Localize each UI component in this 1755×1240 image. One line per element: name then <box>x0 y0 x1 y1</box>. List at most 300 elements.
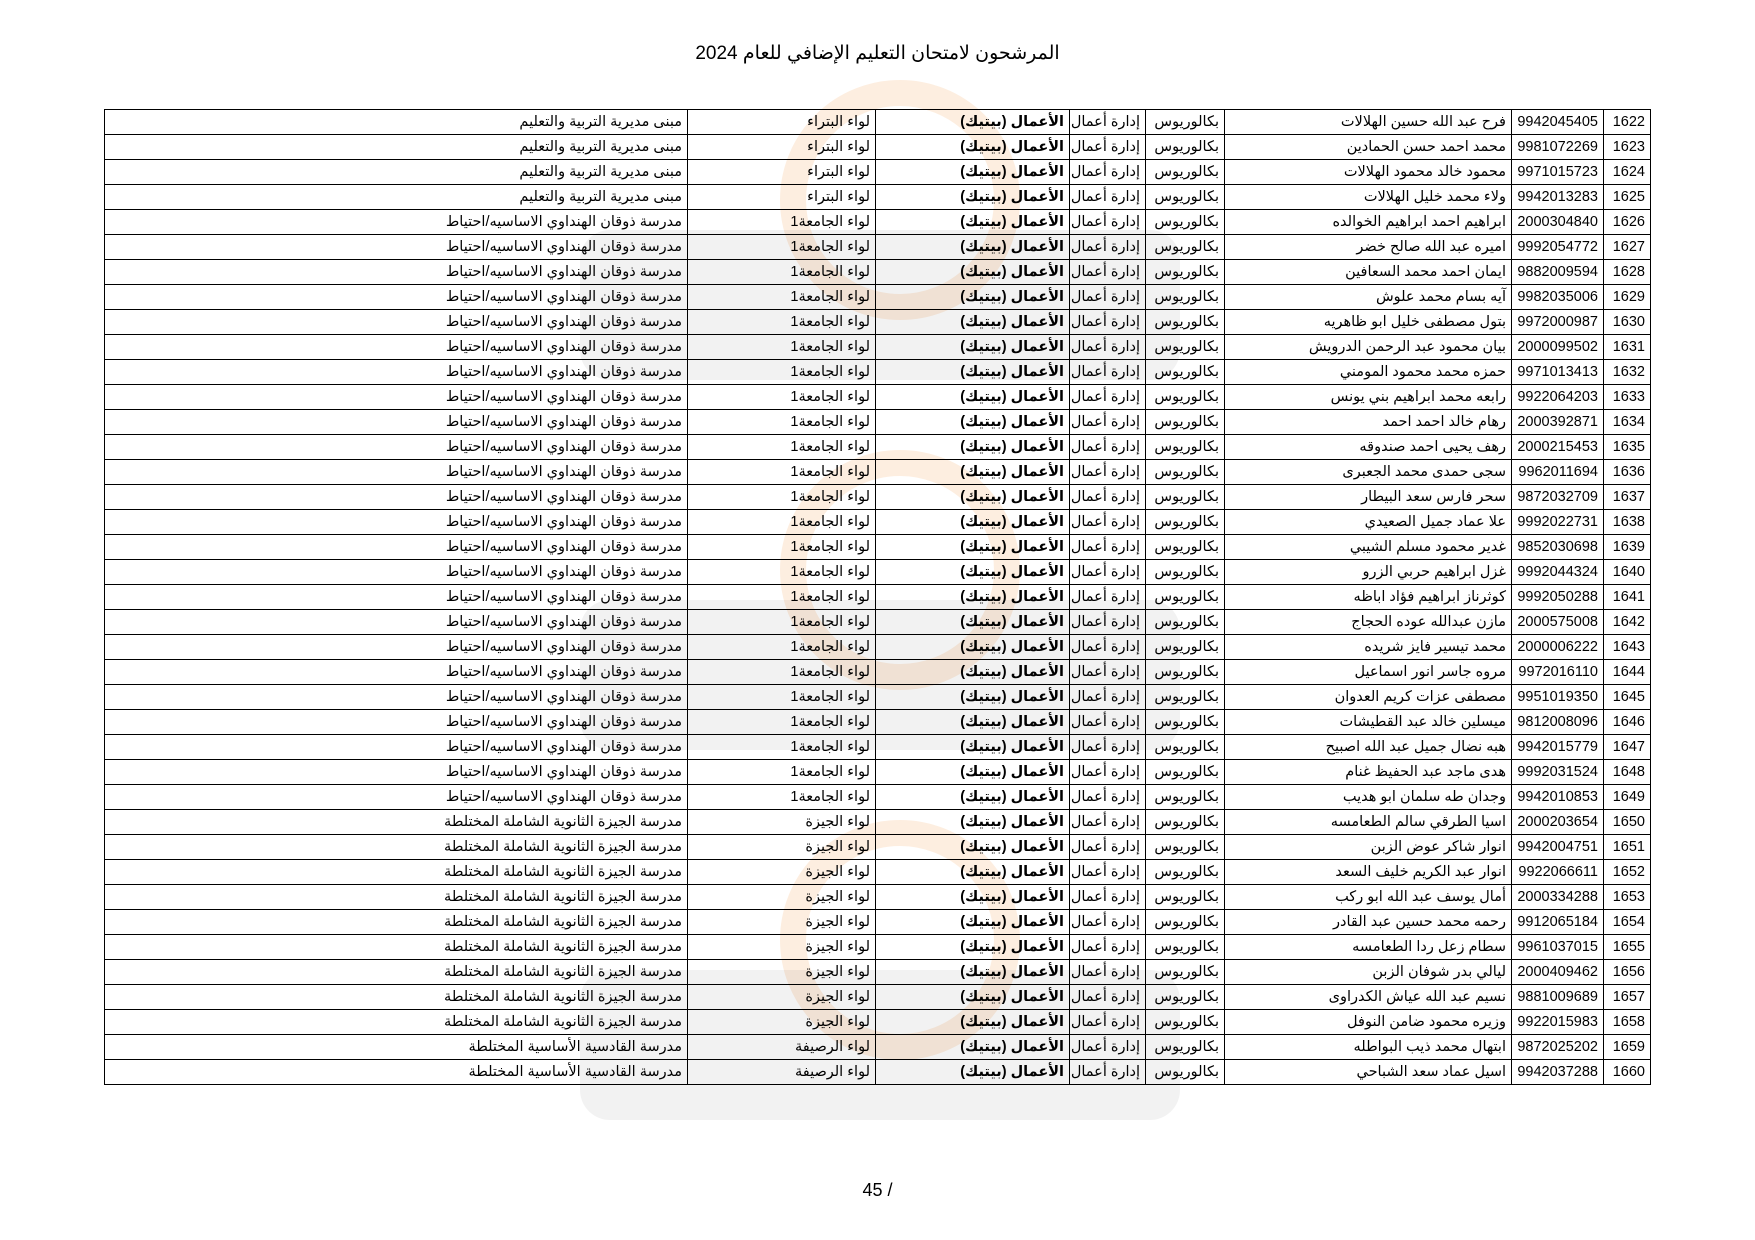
name-cell: آيه بسام محمد علوش <box>1225 285 1512 310</box>
degree-cell: بكالوريوس <box>1146 835 1225 860</box>
table-row <box>105 160 1651 185</box>
major-cell: إدارة أعمال <box>1070 660 1146 685</box>
serial-cell: 1641 <box>1604 585 1651 610</box>
specialization-cell: الأعمال (بيتيك) <box>876 885 1070 910</box>
district-cell: لواء الجامعة1 <box>688 210 876 235</box>
name-cell: رابعه محمد ابراهيم بني يونس <box>1225 385 1512 410</box>
national-id-cell: 9922066611 <box>1512 860 1604 885</box>
degree-cell: بكالوريوس <box>1146 885 1225 910</box>
exam-center-cell: مدرسة ذوقان الهنداوي الاساسيه/احتياط <box>105 510 688 535</box>
serial-cell: 1650 <box>1604 810 1651 835</box>
table-body <box>105 110 1651 1085</box>
major-cell: إدارة أعمال <box>1070 460 1146 485</box>
major-cell: إدارة أعمال <box>1070 135 1146 160</box>
specialization-cell: الأعمال (بيتيك) <box>876 535 1070 560</box>
national-id-cell: 9942045405 <box>1512 110 1604 135</box>
degree-cell: بكالوريوس <box>1146 1010 1225 1035</box>
district-cell: لواء الجيزة <box>688 1010 876 1035</box>
district-cell: لواء الجامعة1 <box>688 735 876 760</box>
serial-cell: 1640 <box>1604 560 1651 585</box>
specialization-cell: الأعمال (بيتيك) <box>876 760 1070 785</box>
name-cell: وزيره محمود ضامن النوفل <box>1225 1010 1512 1035</box>
district-cell: لواء الجيزة <box>688 985 876 1010</box>
name-cell: هدى ماجد عبد الحفيظ غنام <box>1225 760 1512 785</box>
major-cell: إدارة أعمال <box>1070 910 1146 935</box>
specialization-cell: الأعمال (بيتيك) <box>876 510 1070 535</box>
name-cell: محمود خالد محمود الهلالات <box>1225 160 1512 185</box>
serial-cell: 1657 <box>1604 985 1651 1010</box>
exam-center-cell: مدرسة ذوقان الهنداوي الاساسيه/احتياط <box>105 310 688 335</box>
table-row <box>105 810 1651 835</box>
table-row <box>105 510 1651 535</box>
table-row <box>105 885 1651 910</box>
district-cell: لواء الجامعة1 <box>688 710 876 735</box>
national-id-cell: 9992054772 <box>1512 235 1604 260</box>
exam-center-cell: مدرسة ذوقان الهنداوي الاساسيه/احتياط <box>105 635 688 660</box>
specialization-cell: الأعمال (بيتيك) <box>876 835 1070 860</box>
specialization-cell: الأعمال (بيتيك) <box>876 210 1070 235</box>
table-row <box>105 410 1651 435</box>
district-cell: لواء الجيزة <box>688 960 876 985</box>
name-cell: رهام خالد احمد احمد <box>1225 410 1512 435</box>
major-cell: إدارة أعمال <box>1070 635 1146 660</box>
major-cell: إدارة أعمال <box>1070 110 1146 135</box>
name-cell: محمد تيسير فايز شريده <box>1225 635 1512 660</box>
exam-center-cell: مدرسة الجيزة الثانوية الشاملة المختلطة <box>105 960 688 985</box>
district-cell: لواء الجامعة1 <box>688 485 876 510</box>
serial-cell: 1627 <box>1604 235 1651 260</box>
serial-cell: 1622 <box>1604 110 1651 135</box>
table-row <box>105 535 1651 560</box>
table-row <box>105 235 1651 260</box>
name-cell: حمزه محمد محمود المومني <box>1225 360 1512 385</box>
degree-cell: بكالوريوس <box>1146 510 1225 535</box>
major-cell: إدارة أعمال <box>1070 810 1146 835</box>
specialization-cell: الأعمال (بيتيك) <box>876 685 1070 710</box>
national-id-cell: 2000099502 <box>1512 335 1604 360</box>
serial-cell: 1628 <box>1604 260 1651 285</box>
major-cell: إدارة أعمال <box>1070 1035 1146 1060</box>
national-id-cell: 9942004751 <box>1512 835 1604 860</box>
district-cell: لواء الجامعة1 <box>688 510 876 535</box>
name-cell: رحمه محمد حسين عبد القادر <box>1225 910 1512 935</box>
exam-center-cell: مدرسة ذوقان الهنداوي الاساسيه/احتياط <box>105 460 688 485</box>
degree-cell: بكالوريوس <box>1146 960 1225 985</box>
table-row <box>105 1060 1651 1085</box>
name-cell: انوار عبد الكريم خليف السعد <box>1225 860 1512 885</box>
name-cell: ولاء محمد خليل الهلالات <box>1225 185 1512 210</box>
major-cell: إدارة أعمال <box>1070 835 1146 860</box>
page-number: 45 / <box>862 1180 893 1200</box>
exam-center-cell: مدرسة ذوقان الهنداوي الاساسيه/احتياط <box>105 585 688 610</box>
table-row <box>105 210 1651 235</box>
major-cell: إدارة أعمال <box>1070 985 1146 1010</box>
specialization-cell: الأعمال (بيتيك) <box>876 1060 1070 1085</box>
exam-center-cell: مدرسة ذوقان الهنداوي الاساسيه/احتياط <box>105 735 688 760</box>
table-row <box>105 685 1651 710</box>
table-row <box>105 385 1651 410</box>
degree-cell: بكالوريوس <box>1146 935 1225 960</box>
district-cell: لواء الجامعة1 <box>688 785 876 810</box>
district-cell: لواء الجامعة1 <box>688 335 876 360</box>
national-id-cell: 2000334288 <box>1512 885 1604 910</box>
serial-cell: 1630 <box>1604 310 1651 335</box>
degree-cell: بكالوريوس <box>1146 585 1225 610</box>
specialization-cell: الأعمال (بيتيك) <box>876 985 1070 1010</box>
degree-cell: بكالوريوس <box>1146 1035 1225 1060</box>
exam-center-cell: مدرسة ذوقان الهنداوي الاساسيه/احتياط <box>105 560 688 585</box>
exam-center-cell: مدرسة ذوقان الهنداوي الاساسيه/احتياط <box>105 785 688 810</box>
district-cell: لواء البتراء <box>688 160 876 185</box>
table-row <box>105 585 1651 610</box>
exam-center-cell: مدرسة ذوقان الهنداوي الاساسيه/احتياط <box>105 710 688 735</box>
major-cell: إدارة أعمال <box>1070 1060 1146 1085</box>
degree-cell: بكالوريوس <box>1146 760 1225 785</box>
specialization-cell: الأعمال (بيتيك) <box>876 935 1070 960</box>
table-row <box>105 135 1651 160</box>
exam-center-cell: مدرسة الجيزة الثانوية الشاملة المختلطة <box>105 835 688 860</box>
district-cell: لواء الجامعة1 <box>688 385 876 410</box>
specialization-cell: الأعمال (بيتيك) <box>876 360 1070 385</box>
district-cell: لواء الجامعة1 <box>688 560 876 585</box>
table-row <box>105 610 1651 635</box>
national-id-cell: 2000006222 <box>1512 635 1604 660</box>
specialization-cell: الأعمال (بيتيك) <box>876 110 1070 135</box>
exam-center-cell: مدرسة الجيزة الثانوية الشاملة المختلطة <box>105 910 688 935</box>
exam-center-cell: مدرسة ذوقان الهنداوي الاساسيه/احتياط <box>105 285 688 310</box>
exam-center-cell: مدرسة الجيزة الثانوية الشاملة المختلطة <box>105 935 688 960</box>
specialization-cell: الأعمال (بيتيك) <box>876 710 1070 735</box>
exam-center-cell: مبنى مديرية التربية والتعليم <box>105 110 688 135</box>
serial-cell: 1623 <box>1604 135 1651 160</box>
district-cell: لواء الجيزة <box>688 835 876 860</box>
serial-cell: 1655 <box>1604 935 1651 960</box>
degree-cell: بكالوريوس <box>1146 985 1225 1010</box>
exam-center-cell: مبنى مديرية التربية والتعليم <box>105 160 688 185</box>
district-cell: لواء الجامعة1 <box>688 235 876 260</box>
major-cell: إدارة أعمال <box>1070 235 1146 260</box>
table-row <box>105 710 1651 735</box>
national-id-cell: 2000215453 <box>1512 435 1604 460</box>
specialization-cell: الأعمال (بيتيك) <box>876 960 1070 985</box>
specialization-cell: الأعمال (بيتيك) <box>876 485 1070 510</box>
major-cell: إدارة أعمال <box>1070 285 1146 310</box>
specialization-cell: الأعمال (بيتيك) <box>876 185 1070 210</box>
specialization-cell: الأعمال (بيتيك) <box>876 235 1070 260</box>
candidates-table <box>104 109 1651 1085</box>
serial-cell: 1632 <box>1604 360 1651 385</box>
specialization-cell: الأعمال (بيتيك) <box>876 910 1070 935</box>
national-id-cell: 9982035006 <box>1512 285 1604 310</box>
major-cell: إدارة أعمال <box>1070 485 1146 510</box>
specialization-cell: الأعمال (بيتيك) <box>876 285 1070 310</box>
table-row <box>105 835 1651 860</box>
district-cell: لواء الجامعة1 <box>688 760 876 785</box>
specialization-cell: الأعمال (بيتيك) <box>876 860 1070 885</box>
degree-cell: بكالوريوس <box>1146 485 1225 510</box>
degree-cell: بكالوريوس <box>1146 535 1225 560</box>
district-cell: لواء الجيزة <box>688 860 876 885</box>
serial-cell: 1643 <box>1604 635 1651 660</box>
table-row <box>105 760 1651 785</box>
name-cell: علا عماد جميل الصعيدي <box>1225 510 1512 535</box>
exam-center-cell: مدرسة الجيزة الثانوية الشاملة المختلطة <box>105 1010 688 1035</box>
exam-center-cell: مبنى مديرية التربية والتعليم <box>105 135 688 160</box>
national-id-cell: 9972016110 <box>1512 660 1604 685</box>
name-cell: بتول مصطفى خليل ابو ظاهريه <box>1225 310 1512 335</box>
major-cell: إدارة أعمال <box>1070 710 1146 735</box>
national-id-cell: 9812008096 <box>1512 710 1604 735</box>
name-cell: انوار شاكر عوض الزبن <box>1225 835 1512 860</box>
specialization-cell: الأعمال (بيتيك) <box>876 460 1070 485</box>
exam-center-cell: مدرسة الجيزة الثانوية الشاملة المختلطة <box>105 810 688 835</box>
national-id-cell: 9992031524 <box>1512 760 1604 785</box>
national-id-cell: 9981072269 <box>1512 135 1604 160</box>
serial-cell: 1633 <box>1604 385 1651 410</box>
national-id-cell: 2000392871 <box>1512 410 1604 435</box>
table-row <box>105 960 1651 985</box>
district-cell: لواء الجامعة1 <box>688 685 876 710</box>
table-row <box>105 735 1651 760</box>
major-cell: إدارة أعمال <box>1070 410 1146 435</box>
degree-cell: بكالوريوس <box>1146 310 1225 335</box>
exam-center-cell: مدرسة الجيزة الثانوية الشاملة المختلطة <box>105 860 688 885</box>
national-id-cell: 9912065184 <box>1512 910 1604 935</box>
serial-cell: 1635 <box>1604 435 1651 460</box>
degree-cell: بكالوريوس <box>1146 210 1225 235</box>
specialization-cell: الأعمال (بيتيك) <box>876 160 1070 185</box>
degree-cell: بكالوريوس <box>1146 235 1225 260</box>
national-id-cell: 9881009689 <box>1512 985 1604 1010</box>
serial-cell: 1642 <box>1604 610 1651 635</box>
degree-cell: بكالوريوس <box>1146 460 1225 485</box>
specialization-cell: الأعمال (بيتيك) <box>876 1035 1070 1060</box>
national-id-cell: 2000304840 <box>1512 210 1604 235</box>
table-row <box>105 785 1651 810</box>
name-cell: اميره عبد الله صالح خضر <box>1225 235 1512 260</box>
degree-cell: بكالوريوس <box>1146 385 1225 410</box>
serial-cell: 1644 <box>1604 660 1651 685</box>
table-row <box>105 335 1651 360</box>
major-cell: إدارة أعمال <box>1070 260 1146 285</box>
national-id-cell: 9922064203 <box>1512 385 1604 410</box>
serial-cell: 1646 <box>1604 710 1651 735</box>
serial-cell: 1626 <box>1604 210 1651 235</box>
national-id-cell: 9942013283 <box>1512 185 1604 210</box>
serial-cell: 1658 <box>1604 1010 1651 1035</box>
serial-cell: 1648 <box>1604 760 1651 785</box>
name-cell: رهف يحيى احمد صندوقه <box>1225 435 1512 460</box>
page-title: المرشحون لامتحان التعليم الإضافي للعام 2024 <box>695 43 1060 64</box>
exam-center-cell: مدرسة ذوقان الهنداوي الاساسيه/احتياط <box>105 335 688 360</box>
district-cell: لواء الجيزة <box>688 935 876 960</box>
specialization-cell: الأعمال (بيتيك) <box>876 385 1070 410</box>
serial-cell: 1647 <box>1604 735 1651 760</box>
specialization-cell: الأعمال (بيتيك) <box>876 135 1070 160</box>
table-row <box>105 660 1651 685</box>
exam-center-cell: مدرسة ذوقان الهنداوي الاساسيه/احتياط <box>105 760 688 785</box>
name-cell: اسيا الطرقي سالم الطعامسه <box>1225 810 1512 835</box>
district-cell: لواء الجامعة1 <box>688 460 876 485</box>
specialization-cell: الأعمال (بيتيك) <box>876 310 1070 335</box>
table-row <box>105 185 1651 210</box>
major-cell: إدارة أعمال <box>1070 1010 1146 1035</box>
national-id-cell: 9872032709 <box>1512 485 1604 510</box>
name-cell: نسيم عبد الله عياش الكدراوى <box>1225 985 1512 1010</box>
serial-cell: 1625 <box>1604 185 1651 210</box>
national-id-cell: 2000203654 <box>1512 810 1604 835</box>
exam-center-cell: مدرسة ذوقان الهنداوي الاساسيه/احتياط <box>105 210 688 235</box>
serial-cell: 1659 <box>1604 1035 1651 1060</box>
specialization-cell: الأعمال (بيتيك) <box>876 735 1070 760</box>
exam-center-cell: مدرسة ذوقان الهنداوي الاساسيه/احتياط <box>105 660 688 685</box>
specialization-cell: الأعمال (بيتيك) <box>876 560 1070 585</box>
major-cell: إدارة أعمال <box>1070 885 1146 910</box>
degree-cell: بكالوريوس <box>1146 285 1225 310</box>
specialization-cell: الأعمال (بيتيك) <box>876 410 1070 435</box>
specialization-cell: الأعمال (بيتيك) <box>876 260 1070 285</box>
district-cell: لواء الجامعة1 <box>688 660 876 685</box>
major-cell: إدارة أعمال <box>1070 785 1146 810</box>
name-cell: محمد احمد حسن الحمادين <box>1225 135 1512 160</box>
degree-cell: بكالوريوس <box>1146 435 1225 460</box>
national-id-cell: 9961037015 <box>1512 935 1604 960</box>
national-id-cell: 9942037288 <box>1512 1060 1604 1085</box>
degree-cell: بكالوريوس <box>1146 910 1225 935</box>
serial-cell: 1651 <box>1604 835 1651 860</box>
table-row <box>105 1035 1651 1060</box>
national-id-cell: 9992044324 <box>1512 560 1604 585</box>
name-cell: سجى حمدى محمد الجعبرى <box>1225 460 1512 485</box>
district-cell: لواء الجامعة1 <box>688 360 876 385</box>
degree-cell: بكالوريوس <box>1146 710 1225 735</box>
major-cell: إدارة أعمال <box>1070 960 1146 985</box>
serial-cell: 1637 <box>1604 485 1651 510</box>
national-id-cell: 9882009594 <box>1512 260 1604 285</box>
table-row <box>105 910 1651 935</box>
major-cell: إدارة أعمال <box>1070 385 1146 410</box>
specialization-cell: الأعمال (بيتيك) <box>876 335 1070 360</box>
exam-center-cell: مدرسة القادسية الأساسية المختلطة <box>105 1035 688 1060</box>
table-row <box>105 460 1651 485</box>
major-cell: إدارة أعمال <box>1070 310 1146 335</box>
exam-center-cell: مدرسة الجيزة الثانوية الشاملة المختلطة <box>105 985 688 1010</box>
degree-cell: بكالوريوس <box>1146 1060 1225 1085</box>
national-id-cell: 9972000987 <box>1512 310 1604 335</box>
exam-center-cell: مدرسة ذوقان الهنداوي الاساسيه/احتياط <box>105 485 688 510</box>
table-row <box>105 360 1651 385</box>
district-cell: لواء الجامعة1 <box>688 610 876 635</box>
specialization-cell: الأعمال (بيتيك) <box>876 435 1070 460</box>
specialization-cell: الأعمال (بيتيك) <box>876 610 1070 635</box>
district-cell: لواء الجامعة1 <box>688 285 876 310</box>
national-id-cell: 9962011694 <box>1512 460 1604 485</box>
name-cell: مازن عبدالله عوده الحجاج <box>1225 610 1512 635</box>
major-cell: إدارة أعمال <box>1070 160 1146 185</box>
name-cell: ابتهال محمد ذيب البواطله <box>1225 1035 1512 1060</box>
national-id-cell: 9922015983 <box>1512 1010 1604 1035</box>
serial-cell: 1634 <box>1604 410 1651 435</box>
district-cell: لواء الجامعة1 <box>688 260 876 285</box>
degree-cell: بكالوريوس <box>1146 135 1225 160</box>
exam-center-cell: مدرسة ذوقان الهنداوي الاساسيه/احتياط <box>105 360 688 385</box>
degree-cell: بكالوريوس <box>1146 860 1225 885</box>
serial-cell: 1636 <box>1604 460 1651 485</box>
serial-cell: 1654 <box>1604 910 1651 935</box>
exam-center-cell: مدرسة ذوقان الهنداوي الاساسيه/احتياط <box>105 610 688 635</box>
serial-cell: 1652 <box>1604 860 1651 885</box>
major-cell: إدارة أعمال <box>1070 610 1146 635</box>
degree-cell: بكالوريوس <box>1146 785 1225 810</box>
table-row <box>105 560 1651 585</box>
national-id-cell: 9942015779 <box>1512 735 1604 760</box>
table-row <box>105 635 1651 660</box>
national-id-cell: 2000409462 <box>1512 960 1604 985</box>
name-cell: مروه جاسر انور اسماعيل <box>1225 660 1512 685</box>
national-id-cell: 9971013413 <box>1512 360 1604 385</box>
serial-cell: 1645 <box>1604 685 1651 710</box>
major-cell: إدارة أعمال <box>1070 360 1146 385</box>
major-cell: إدارة أعمال <box>1070 685 1146 710</box>
specialization-cell: الأعمال (بيتيك) <box>876 585 1070 610</box>
national-id-cell: 9872025202 <box>1512 1035 1604 1060</box>
degree-cell: بكالوريوس <box>1146 185 1225 210</box>
name-cell: أمال يوسف عبد الله ابو ركب <box>1225 885 1512 910</box>
serial-cell: 1624 <box>1604 160 1651 185</box>
district-cell: لواء الجامعة1 <box>688 410 876 435</box>
name-cell: ميسلين خالد عبد القطيشات <box>1225 710 1512 735</box>
district-cell: لواء الرصيفة <box>688 1035 876 1060</box>
degree-cell: بكالوريوس <box>1146 635 1225 660</box>
specialization-cell: الأعمال (بيتيك) <box>876 660 1070 685</box>
exam-center-cell: مبنى مديرية التربية والتعليم <box>105 185 688 210</box>
major-cell: إدارة أعمال <box>1070 510 1146 535</box>
major-cell: إدارة أعمال <box>1070 210 1146 235</box>
table-row <box>105 985 1651 1010</box>
name-cell: هبه نضال جميل عبد الله اصبيح <box>1225 735 1512 760</box>
national-id-cell: 9951019350 <box>1512 685 1604 710</box>
district-cell: لواء البتراء <box>688 135 876 160</box>
degree-cell: بكالوريوس <box>1146 360 1225 385</box>
major-cell: إدارة أعمال <box>1070 735 1146 760</box>
table-row <box>105 260 1651 285</box>
serial-cell: 1629 <box>1604 285 1651 310</box>
degree-cell: بكالوريوس <box>1146 260 1225 285</box>
serial-cell: 1639 <box>1604 535 1651 560</box>
exam-center-cell: مدرسة ذوقان الهنداوي الاساسيه/احتياط <box>105 535 688 560</box>
name-cell: كوثرناز ابراهيم فؤاد اباظه <box>1225 585 1512 610</box>
district-cell: لواء الجيزة <box>688 910 876 935</box>
name-cell: سحر فارس سعد البيطار <box>1225 485 1512 510</box>
major-cell: إدارة أعمال <box>1070 185 1146 210</box>
name-cell: غدير محمود مسلم الشيبي <box>1225 535 1512 560</box>
national-id-cell: 9852030698 <box>1512 535 1604 560</box>
table-row <box>105 485 1651 510</box>
specialization-cell: الأعمال (بيتيك) <box>876 810 1070 835</box>
name-cell: اسيل عماد سعد الشباحي <box>1225 1060 1512 1085</box>
serial-cell: 1653 <box>1604 885 1651 910</box>
degree-cell: بكالوريوس <box>1146 110 1225 135</box>
major-cell: إدارة أعمال <box>1070 560 1146 585</box>
exam-center-cell: مدرسة ذوقان الهنداوي الاساسيه/احتياط <box>105 410 688 435</box>
name-cell: ليالي بدر شوفان الزبن <box>1225 960 1512 985</box>
district-cell: لواء الجامعة1 <box>688 310 876 335</box>
district-cell: لواء الجامعة1 <box>688 635 876 660</box>
district-cell: لواء الجامعة1 <box>688 535 876 560</box>
serial-cell: 1631 <box>1604 335 1651 360</box>
table-row <box>105 285 1651 310</box>
degree-cell: بكالوريوس <box>1146 810 1225 835</box>
